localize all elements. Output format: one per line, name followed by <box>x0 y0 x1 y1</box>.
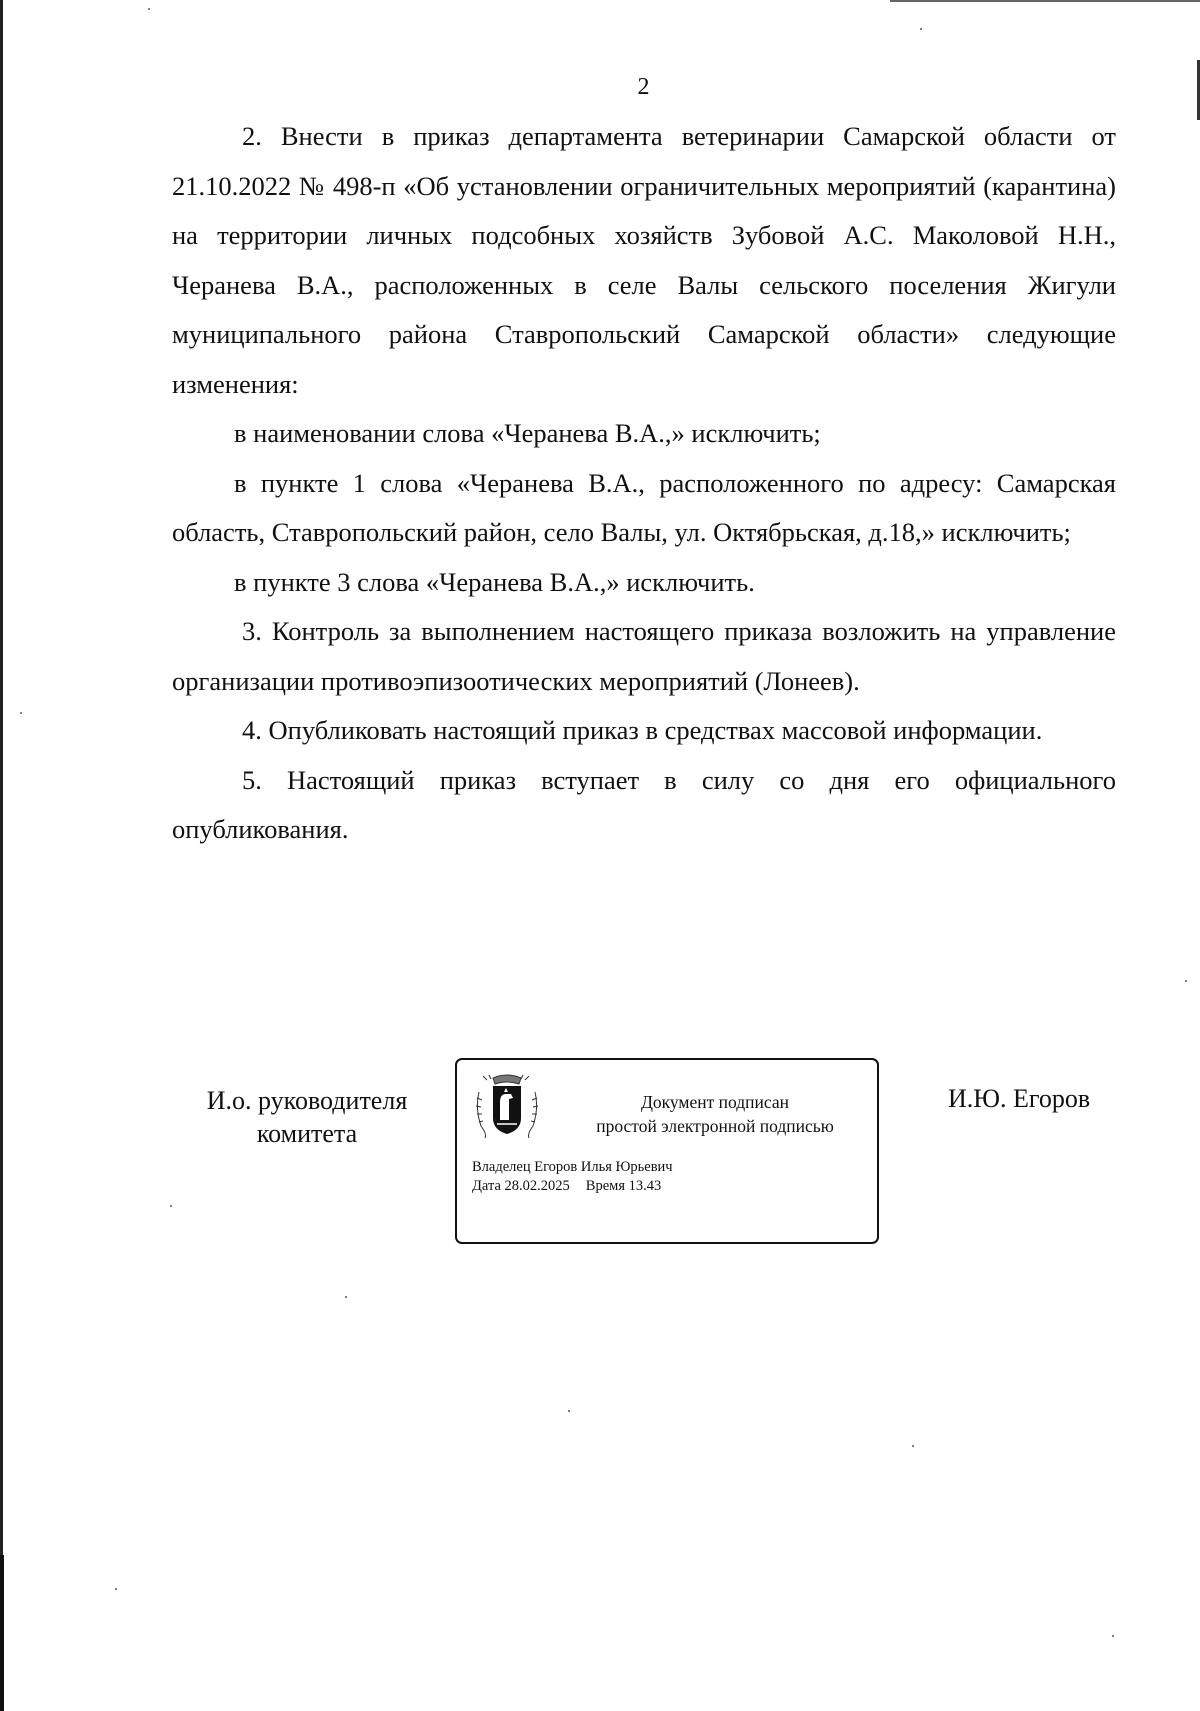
paragraph-control: 3. Контроль за выполнением настоящего приказа возложить на управление организации противоэпизоотических мероприятий (Лонеев). <box>172 616 1116 696</box>
coat-of-arms-icon <box>473 1074 541 1140</box>
paragraph-item-1-change: в пункте 1 слова «Черанева В.А., расположенного по адресу: Самарская область, Ставропольский район, село Валы, ул. Октябрьская, д.18,» исключить; <box>172 467 1116 547</box>
stamp-date-row <box>472 1178 661 1195</box>
scan-speck <box>170 1205 172 1207</box>
signatory-position-line1: И.о. руководителя <box>206 1086 408 1115</box>
paragraph-title-change: в наименовании слова «Черанева В.А.,» исключить; <box>234 418 821 448</box>
paragraph-item-3-change: в пункте 3 слова «Черанева В.А.,» исключить. <box>234 566 755 597</box>
signatory-position-line2: комитета <box>256 1119 358 1148</box>
scan-speck <box>1112 1635 1114 1637</box>
stamp-date: Дата 28.02.2025 <box>472 1178 570 1194</box>
scan-speck <box>1185 980 1187 982</box>
stamp-title-line2: простой электронной подписью <box>596 1116 834 1136</box>
scan-speck <box>568 1410 570 1412</box>
scan-speck <box>148 8 150 10</box>
stamp-title <box>557 1090 873 1138</box>
scan-speck <box>345 1296 347 1298</box>
page-number: 2 <box>637 74 650 100</box>
scan-edge-top <box>890 0 1200 2</box>
scan-edge-left <box>0 0 3 1711</box>
paragraph-effective: 5. Настоящий приказ вступает в силу со дня его официального опубликования. <box>172 764 1116 844</box>
e-signature-stamp <box>455 1058 879 1244</box>
scan-speck <box>912 1445 914 1447</box>
stamp-time: Время 13.43 <box>585 1178 662 1194</box>
scan-edge-left-lower <box>0 1555 4 1711</box>
signatory-name: И.Ю. Егоров <box>948 1084 1091 1113</box>
signatory-position <box>192 1084 422 1150</box>
stamp-owner: Владелец Егоров Илья Юрьевич <box>472 1159 673 1175</box>
scan-speck <box>920 28 922 30</box>
scan-speck <box>20 712 22 714</box>
paragraph-publish: 4. Опубликовать настоящий приказ в средствах массовой информации. <box>242 715 1043 745</box>
paragraph-amendment: 2. Внести в приказ департамента ветеринарии Самарской области от 21.10.2022 № 498-п «Об установлении ограничительных мероприятий (карантина) на территории личных подсобных хозяйств Зубовой А.С. Маколовой Н.Н., Черанева В.А., расположенных в селе Валы сельского поселения Жигули муниципального района Ставропольский Самарской области» следующие изменения: <box>172 121 1116 399</box>
scan-speck <box>115 1588 117 1590</box>
stamp-title-line1: Документ подписан <box>640 1092 790 1112</box>
document-body <box>172 112 1116 855</box>
